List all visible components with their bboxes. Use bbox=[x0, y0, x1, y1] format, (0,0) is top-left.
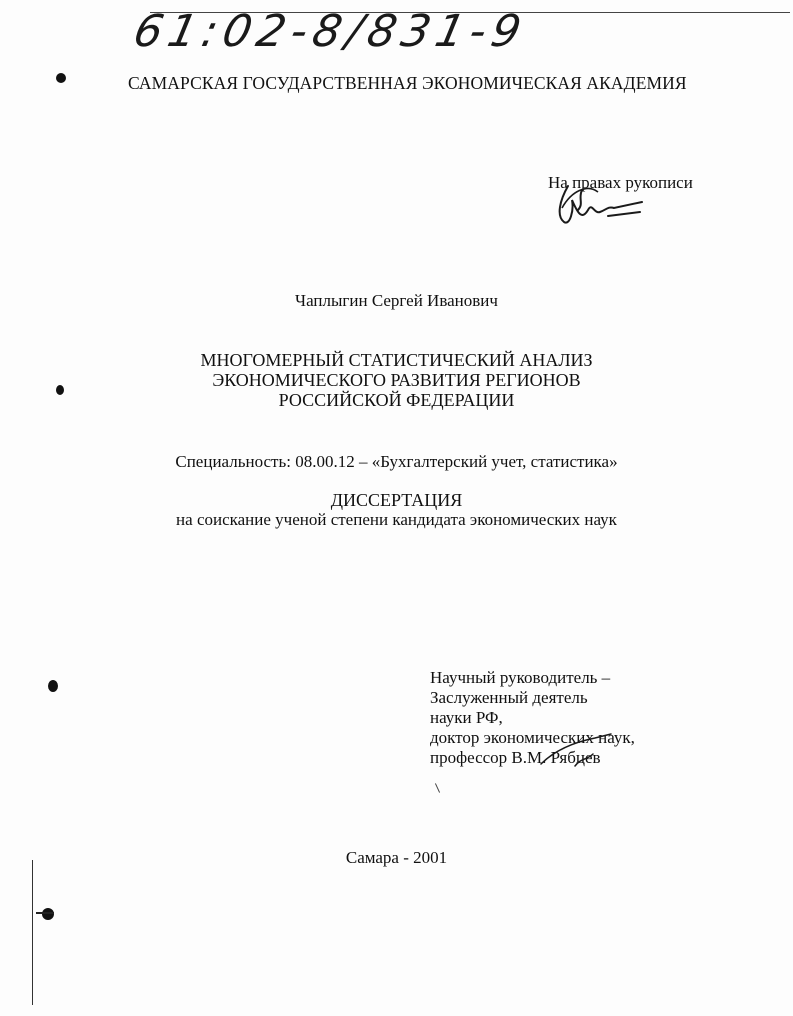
author-name: Чаплыгин Сергей Иванович bbox=[295, 291, 498, 310]
supervisor-signature-icon bbox=[535, 730, 615, 770]
binding-hole-mark bbox=[48, 680, 58, 692]
work-type: ДИССЕРТАЦИЯ bbox=[330, 490, 463, 510]
degree-purpose: на соискание ученой степени кандидата экономических наук bbox=[176, 510, 617, 529]
archive-number-handwritten: 61:02-8/831-9 bbox=[129, 6, 532, 57]
dissertation-title-line-1: МНОГОМЕРНЫЙ СТАТИСТИЧЕСКИЙ АНАЛИЗ bbox=[200, 350, 593, 370]
scan-edge-line bbox=[32, 860, 33, 1005]
binding-hole-mark bbox=[56, 385, 64, 395]
dissertation-title-line-2: ЭКОНОМИЧЕСКОГО РАЗВИТИЯ РЕГИОНОВ bbox=[212, 370, 581, 390]
supervisor-line-2: Заслуженный деятель bbox=[430, 688, 588, 707]
supervisor-line-3: науки РФ, bbox=[430, 708, 503, 727]
supervisor-line-5: профессор В.М. Рябцев bbox=[430, 748, 601, 767]
manuscript-rights-note: На правах рукописи bbox=[548, 173, 693, 192]
supervisor-line-4: доктор экономических наук, bbox=[430, 728, 635, 747]
binding-hole-mark bbox=[42, 908, 54, 920]
city-year: Самара - 2001 bbox=[345, 848, 448, 867]
supervisor-line-1: Научный руководитель – bbox=[430, 668, 611, 687]
author-signature-icon bbox=[548, 180, 648, 230]
scan-dash bbox=[36, 912, 54, 914]
scan-speck bbox=[435, 783, 440, 792]
binding-hole-mark bbox=[56, 73, 66, 83]
specialty: Специальность: 08.00.12 – «Бухгалтерский учет, статистика» bbox=[175, 452, 618, 471]
academy-name: САМАРСКАЯ ГОСУДАРСТВЕННАЯ ЭКОНОМИЧЕСКАЯ АКАДЕМИЯ bbox=[128, 73, 687, 93]
dissertation-title-line-3: РОССИЙСКОЙ ФЕДЕРАЦИИ bbox=[278, 390, 515, 410]
